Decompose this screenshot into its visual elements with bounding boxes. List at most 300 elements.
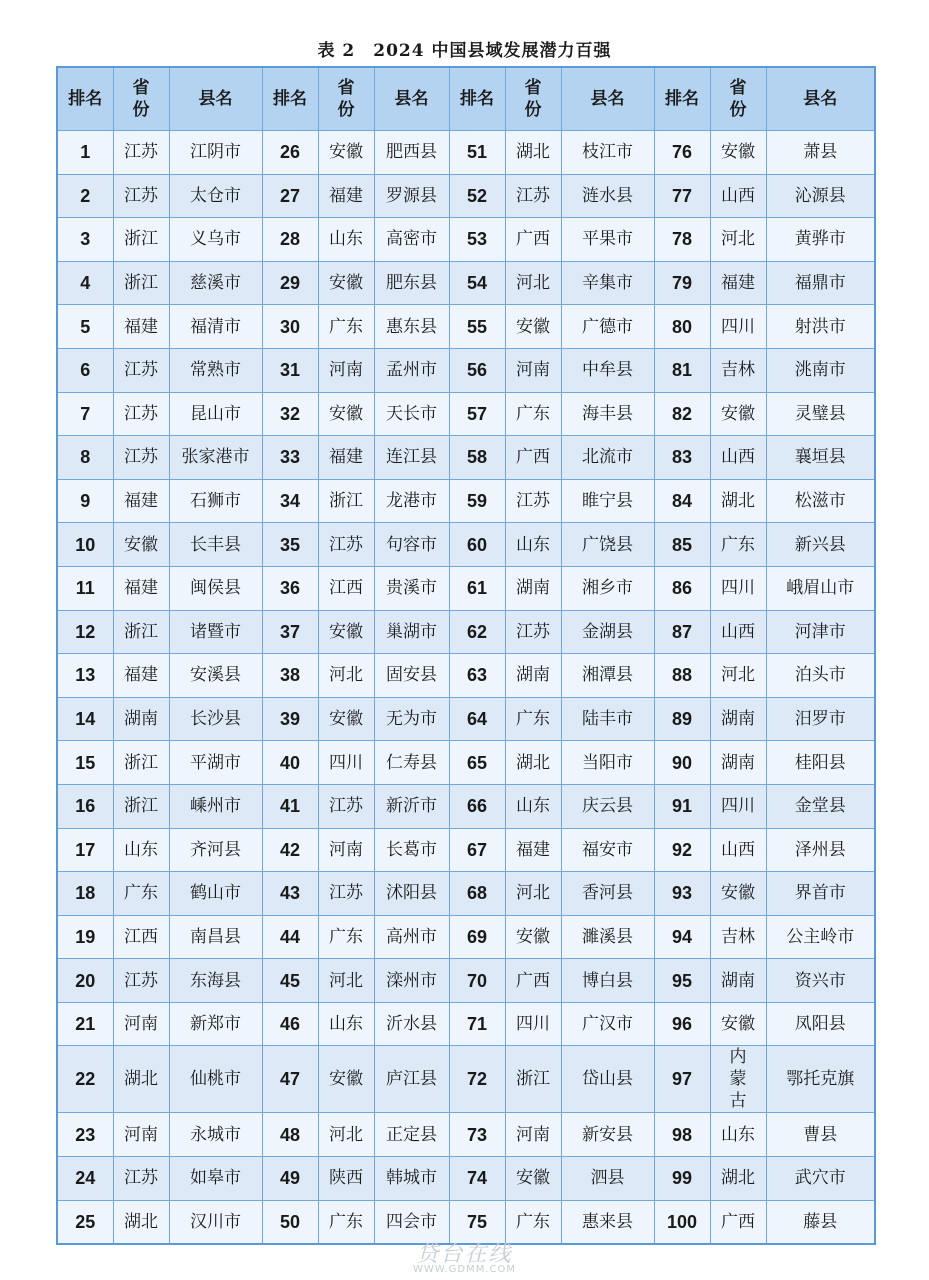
rank-cell: 4 [57, 261, 113, 305]
table-row [57, 654, 875, 698]
watermark-brand: 贷台在线 [416, 1242, 513, 1267]
rank-cell: 35 [262, 523, 318, 567]
rank-cell: 37 [262, 610, 318, 654]
header-county: 县名 [169, 67, 262, 131]
province-cell: 广东 [113, 872, 169, 916]
province-cell: 吉林 [710, 915, 766, 959]
rank-cell: 94 [654, 915, 710, 959]
county-cell: 惠东县 [374, 305, 449, 349]
province-cell: 四川 [710, 784, 766, 828]
rank-cell: 96 [654, 1002, 710, 1046]
province-cell: 广东 [505, 392, 561, 436]
province-cell: 广东 [505, 697, 561, 741]
rank-cell: 64 [449, 697, 505, 741]
province-cell: 江西 [113, 915, 169, 959]
county-cell: 曹县 [766, 1113, 875, 1157]
header-county: 县名 [561, 67, 654, 131]
rank-cell: 5 [57, 305, 113, 349]
rank-cell: 100 [654, 1200, 710, 1244]
province-cell: 江苏 [113, 1157, 169, 1201]
county-cell: 中牟县 [561, 348, 654, 392]
province-cell: 湖北 [505, 131, 561, 175]
province-cell: 浙江 [113, 261, 169, 305]
county-cell: 新郑市 [169, 1002, 262, 1046]
county-cell: 长丰县 [169, 523, 262, 567]
rank-cell: 32 [262, 392, 318, 436]
county-cell: 仙桃市 [169, 1046, 262, 1113]
county-cell: 石狮市 [169, 479, 262, 523]
county-cell: 湘潭县 [561, 654, 654, 698]
county-cell: 武穴市 [766, 1157, 875, 1201]
county-cell: 齐河县 [169, 828, 262, 872]
rank-cell: 86 [654, 566, 710, 610]
county-cell: 无为市 [374, 697, 449, 741]
rank-cell: 85 [654, 523, 710, 567]
province-cell: 河北 [505, 261, 561, 305]
province-cell: 安徽 [710, 392, 766, 436]
county-cell: 北流市 [561, 436, 654, 480]
county-cell: 凤阳县 [766, 1002, 875, 1046]
county-cell: 福安市 [561, 828, 654, 872]
rank-cell: 55 [449, 305, 505, 349]
province-cell: 河南 [113, 1002, 169, 1046]
rank-cell: 46 [262, 1002, 318, 1046]
rank-cell: 72 [449, 1046, 505, 1113]
province-cell: 安徽 [710, 131, 766, 175]
province-cell: 浙江 [318, 479, 374, 523]
rank-cell: 9 [57, 479, 113, 523]
county-cell: 汨罗市 [766, 697, 875, 741]
county-cell: 福鼎市 [766, 261, 875, 305]
rank-cell: 10 [57, 523, 113, 567]
rank-cell: 39 [262, 697, 318, 741]
county-cell: 桂阳县 [766, 741, 875, 785]
county-cell: 鹤山市 [169, 872, 262, 916]
rank-cell: 73 [449, 1113, 505, 1157]
county-cell: 高州市 [374, 915, 449, 959]
table-row [57, 610, 875, 654]
province-cell: 广西 [505, 218, 561, 262]
province-cell: 湖北 [505, 741, 561, 785]
table-row [57, 348, 875, 392]
county-cell: 平湖市 [169, 741, 262, 785]
province-cell: 江苏 [318, 523, 374, 567]
province-cell: 内蒙古 [710, 1046, 766, 1113]
header-rank: 排名 [449, 67, 505, 131]
rank-cell: 74 [449, 1157, 505, 1201]
province-cell: 河北 [710, 654, 766, 698]
province-cell: 福建 [113, 654, 169, 698]
rank-cell: 40 [262, 741, 318, 785]
table-title: 表 2 2024 中国县域发展潜力百强 [317, 41, 612, 61]
county-cell: 鄂托克旗 [766, 1046, 875, 1113]
province-cell: 河北 [505, 872, 561, 916]
rank-cell: 80 [654, 305, 710, 349]
table-row [57, 741, 875, 785]
table-row [57, 959, 875, 1003]
header-province: 省份 [710, 67, 766, 131]
rank-cell: 3 [57, 218, 113, 262]
county-cell: 嵊州市 [169, 784, 262, 828]
rank-cell: 54 [449, 261, 505, 305]
province-cell: 山东 [505, 784, 561, 828]
rank-cell: 57 [449, 392, 505, 436]
county-cell: 天长市 [374, 392, 449, 436]
county-cell: 固安县 [374, 654, 449, 698]
province-cell: 浙江 [113, 784, 169, 828]
rank-cell: 43 [262, 872, 318, 916]
county-cell: 灵璧县 [766, 392, 875, 436]
province-cell: 湖南 [710, 741, 766, 785]
province-cell: 河南 [113, 1113, 169, 1157]
province-cell: 福建 [113, 305, 169, 349]
province-cell: 广西 [505, 959, 561, 1003]
rank-cell: 81 [654, 348, 710, 392]
county-cell: 孟州市 [374, 348, 449, 392]
county-cell: 新沂市 [374, 784, 449, 828]
province-cell: 河南 [505, 348, 561, 392]
county-cell: 闽侯县 [169, 566, 262, 610]
table-row [57, 218, 875, 262]
table-row [57, 436, 875, 480]
rank-cell: 50 [262, 1200, 318, 1244]
rank-cell: 36 [262, 566, 318, 610]
rank-cell: 34 [262, 479, 318, 523]
province-cell: 江苏 [113, 392, 169, 436]
province-cell: 广东 [318, 915, 374, 959]
province-cell: 河南 [318, 348, 374, 392]
province-cell: 广东 [318, 305, 374, 349]
rank-cell: 60 [449, 523, 505, 567]
county-cell: 龙港市 [374, 479, 449, 523]
rank-cell: 66 [449, 784, 505, 828]
county-cell: 广德市 [561, 305, 654, 349]
rank-cell: 70 [449, 959, 505, 1003]
province-cell: 四川 [710, 305, 766, 349]
header-province: 省份 [505, 67, 561, 131]
county-cell: 泊头市 [766, 654, 875, 698]
county-cell: 太仓市 [169, 174, 262, 218]
table-row [57, 1157, 875, 1201]
rank-cell: 21 [57, 1002, 113, 1046]
county-cell: 濉溪县 [561, 915, 654, 959]
province-cell: 山西 [710, 610, 766, 654]
province-cell: 安徽 [113, 523, 169, 567]
rank-cell: 89 [654, 697, 710, 741]
rank-cell: 67 [449, 828, 505, 872]
rank-cell: 17 [57, 828, 113, 872]
county-cell: 肥东县 [374, 261, 449, 305]
province-cell: 福建 [318, 174, 374, 218]
province-cell: 河南 [318, 828, 374, 872]
province-cell: 河北 [318, 1113, 374, 1157]
rank-cell: 56 [449, 348, 505, 392]
rank-cell: 95 [654, 959, 710, 1003]
rank-cell: 93 [654, 872, 710, 916]
province-cell: 山东 [318, 218, 374, 262]
county-cell: 涟水县 [561, 174, 654, 218]
table-row [57, 566, 875, 610]
watermark [0, 1237, 929, 1275]
ranking-table [56, 66, 876, 1245]
rank-cell: 97 [654, 1046, 710, 1113]
county-cell: 新安县 [561, 1113, 654, 1157]
rank-cell: 38 [262, 654, 318, 698]
province-cell: 江苏 [505, 479, 561, 523]
county-cell: 广饶县 [561, 523, 654, 567]
county-cell: 峨眉山市 [766, 566, 875, 610]
province-cell: 山东 [505, 523, 561, 567]
county-cell: 巢湖市 [374, 610, 449, 654]
county-cell: 庐江县 [374, 1046, 449, 1113]
province-cell: 浙江 [113, 741, 169, 785]
table-row [57, 1046, 875, 1113]
rank-cell: 12 [57, 610, 113, 654]
province-cell: 安徽 [710, 872, 766, 916]
province-cell: 山东 [113, 828, 169, 872]
county-cell: 安溪县 [169, 654, 262, 698]
province-cell: 安徽 [318, 610, 374, 654]
county-cell: 金湖县 [561, 610, 654, 654]
rank-cell: 90 [654, 741, 710, 785]
province-cell: 广东 [710, 523, 766, 567]
rank-cell: 30 [262, 305, 318, 349]
table-row [57, 131, 875, 175]
county-cell: 罗源县 [374, 174, 449, 218]
county-cell: 汉川市 [169, 1200, 262, 1244]
county-cell: 福清市 [169, 305, 262, 349]
county-cell: 正定县 [374, 1113, 449, 1157]
county-cell: 南昌县 [169, 915, 262, 959]
county-cell: 惠来县 [561, 1200, 654, 1244]
county-cell: 泗县 [561, 1157, 654, 1201]
province-cell: 江苏 [505, 610, 561, 654]
county-cell: 湘乡市 [561, 566, 654, 610]
province-cell: 福建 [113, 479, 169, 523]
county-cell: 滦州市 [374, 959, 449, 1003]
province-cell: 安徽 [710, 1002, 766, 1046]
rank-cell: 88 [654, 654, 710, 698]
table-row [57, 305, 875, 349]
rank-cell: 92 [654, 828, 710, 872]
province-cell: 湖北 [710, 479, 766, 523]
rank-cell: 68 [449, 872, 505, 916]
province-cell: 四川 [318, 741, 374, 785]
table-row [57, 697, 875, 741]
table-header-row [57, 67, 875, 131]
province-cell: 福建 [505, 828, 561, 872]
rank-cell: 13 [57, 654, 113, 698]
province-cell: 河北 [710, 218, 766, 262]
rank-cell: 59 [449, 479, 505, 523]
rank-cell: 7 [57, 392, 113, 436]
rank-cell: 58 [449, 436, 505, 480]
rank-cell: 24 [57, 1157, 113, 1201]
county-cell: 贵溪市 [374, 566, 449, 610]
province-cell: 浙江 [113, 218, 169, 262]
rank-cell: 65 [449, 741, 505, 785]
county-cell: 陆丰市 [561, 697, 654, 741]
province-cell: 江苏 [113, 131, 169, 175]
county-cell: 襄垣县 [766, 436, 875, 480]
county-cell: 永城市 [169, 1113, 262, 1157]
header-rank: 排名 [654, 67, 710, 131]
county-cell: 洮南市 [766, 348, 875, 392]
county-cell: 四会市 [374, 1200, 449, 1244]
rank-cell: 52 [449, 174, 505, 218]
province-cell: 江苏 [113, 348, 169, 392]
county-cell: 沭阳县 [374, 872, 449, 916]
rank-cell: 78 [654, 218, 710, 262]
county-cell: 常熟市 [169, 348, 262, 392]
province-cell: 福建 [113, 566, 169, 610]
rank-cell: 71 [449, 1002, 505, 1046]
county-cell: 张家港市 [169, 436, 262, 480]
rank-cell: 8 [57, 436, 113, 480]
county-cell: 诸暨市 [169, 610, 262, 654]
county-cell: 仁寿县 [374, 741, 449, 785]
table-row [57, 523, 875, 567]
province-cell: 湖南 [505, 566, 561, 610]
province-cell: 四川 [505, 1002, 561, 1046]
county-cell: 海丰县 [561, 392, 654, 436]
province-cell: 山东 [710, 1113, 766, 1157]
rank-cell: 91 [654, 784, 710, 828]
rank-cell: 84 [654, 479, 710, 523]
province-cell: 河南 [505, 1113, 561, 1157]
table-row [57, 1002, 875, 1046]
county-cell: 连江县 [374, 436, 449, 480]
table-row [57, 479, 875, 523]
county-cell: 长葛市 [374, 828, 449, 872]
county-cell: 公主岭市 [766, 915, 875, 959]
province-cell: 江苏 [113, 436, 169, 480]
table-row [57, 828, 875, 872]
province-cell: 江西 [318, 566, 374, 610]
rank-cell: 16 [57, 784, 113, 828]
province-cell: 福建 [710, 261, 766, 305]
province-cell: 河北 [318, 959, 374, 1003]
rank-cell: 69 [449, 915, 505, 959]
table-row [57, 784, 875, 828]
rank-cell: 63 [449, 654, 505, 698]
province-cell: 湖南 [710, 959, 766, 1003]
table-row [57, 392, 875, 436]
header-rank: 排名 [57, 67, 113, 131]
county-cell: 黄骅市 [766, 218, 875, 262]
province-cell: 广东 [505, 1200, 561, 1244]
rank-cell: 79 [654, 261, 710, 305]
rank-cell: 20 [57, 959, 113, 1003]
province-cell: 山西 [710, 174, 766, 218]
rank-cell: 87 [654, 610, 710, 654]
province-cell: 山西 [710, 828, 766, 872]
province-cell: 湖南 [505, 654, 561, 698]
county-cell: 资兴市 [766, 959, 875, 1003]
province-cell: 湖北 [710, 1157, 766, 1201]
province-cell: 湖北 [113, 1046, 169, 1113]
county-cell: 泽州县 [766, 828, 875, 872]
rank-cell: 26 [262, 131, 318, 175]
rank-cell: 19 [57, 915, 113, 959]
province-cell: 安徽 [318, 261, 374, 305]
province-cell: 安徽 [505, 305, 561, 349]
header-county: 县名 [766, 67, 875, 131]
province-cell: 山东 [318, 1002, 374, 1046]
table-row [57, 261, 875, 305]
table-row [57, 174, 875, 218]
header-rank: 排名 [262, 67, 318, 131]
province-cell: 江苏 [505, 174, 561, 218]
county-cell: 香河县 [561, 872, 654, 916]
county-cell: 岱山县 [561, 1046, 654, 1113]
province-cell: 福建 [318, 436, 374, 480]
county-cell: 庆云县 [561, 784, 654, 828]
rank-cell: 22 [57, 1046, 113, 1113]
province-cell: 广东 [318, 1200, 374, 1244]
county-cell: 平果市 [561, 218, 654, 262]
province-cell: 江苏 [318, 784, 374, 828]
province-cell: 安徽 [318, 392, 374, 436]
rank-cell: 44 [262, 915, 318, 959]
province-cell: 安徽 [505, 1157, 561, 1201]
province-cell: 陕西 [318, 1157, 374, 1201]
rank-cell: 99 [654, 1157, 710, 1201]
rank-cell: 28 [262, 218, 318, 262]
county-cell: 金堂县 [766, 784, 875, 828]
rank-cell: 62 [449, 610, 505, 654]
table-row [57, 872, 875, 916]
rank-cell: 33 [262, 436, 318, 480]
province-cell: 湖南 [710, 697, 766, 741]
watermark-url: WWW.GDMM.COM [412, 1264, 517, 1275]
province-cell: 安徽 [318, 1046, 374, 1113]
province-cell: 江苏 [113, 959, 169, 1003]
header-province: 省份 [318, 67, 374, 131]
rank-cell: 76 [654, 131, 710, 175]
county-cell: 昆山市 [169, 392, 262, 436]
county-cell: 如皋市 [169, 1157, 262, 1201]
province-cell: 山西 [710, 436, 766, 480]
province-cell: 广西 [710, 1200, 766, 1244]
rank-cell: 77 [654, 174, 710, 218]
rank-cell: 49 [262, 1157, 318, 1201]
county-cell: 义乌市 [169, 218, 262, 262]
county-cell: 界首市 [766, 872, 875, 916]
county-cell: 新兴县 [766, 523, 875, 567]
county-cell: 沁源县 [766, 174, 875, 218]
rank-cell: 98 [654, 1113, 710, 1157]
province-cell: 浙江 [505, 1046, 561, 1113]
province-cell: 广西 [505, 436, 561, 480]
table-row [57, 1113, 875, 1157]
rank-cell: 11 [57, 566, 113, 610]
table-row [57, 915, 875, 959]
header-province: 省份 [113, 67, 169, 131]
rank-cell: 61 [449, 566, 505, 610]
rank-cell: 42 [262, 828, 318, 872]
county-cell: 当阳市 [561, 741, 654, 785]
province-cell: 河北 [318, 654, 374, 698]
province-cell: 四川 [710, 566, 766, 610]
rank-cell: 75 [449, 1200, 505, 1244]
province-cell: 浙江 [113, 610, 169, 654]
county-cell: 河津市 [766, 610, 875, 654]
province-cell: 湖北 [113, 1200, 169, 1244]
county-cell: 萧县 [766, 131, 875, 175]
rank-cell: 51 [449, 131, 505, 175]
county-cell: 韩城市 [374, 1157, 449, 1201]
